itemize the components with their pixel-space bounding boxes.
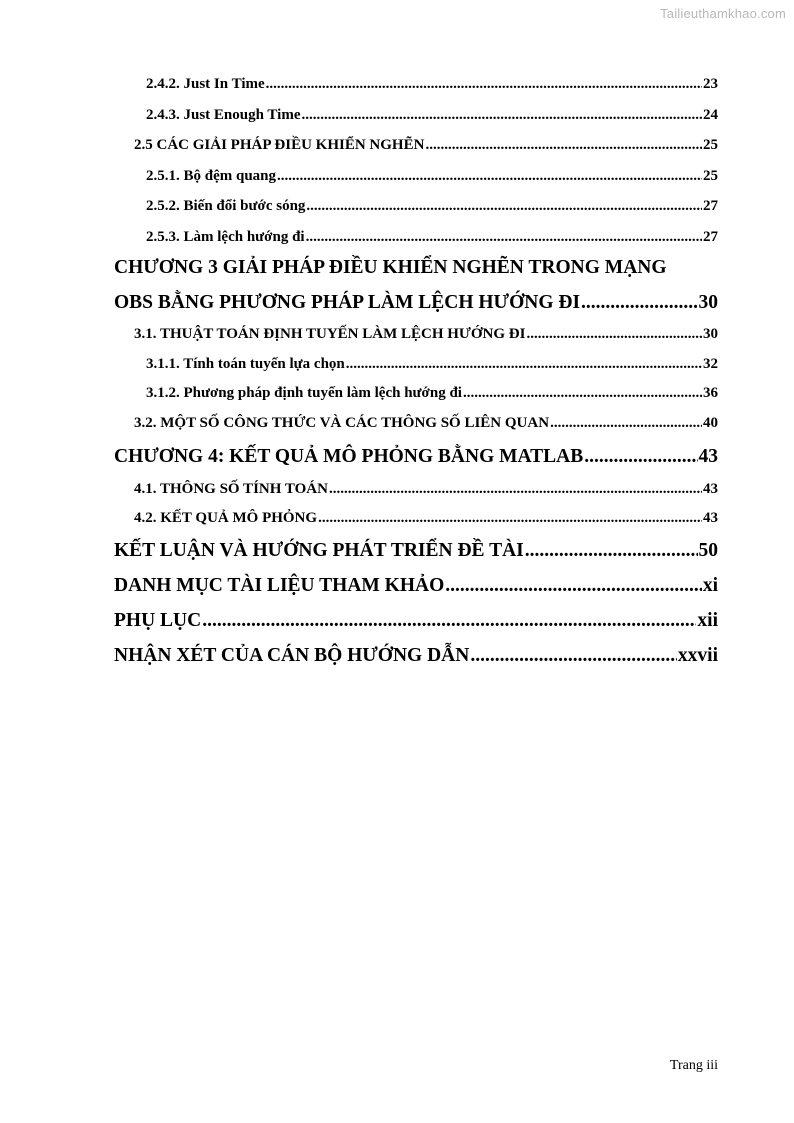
dot-leader	[584, 446, 697, 468]
toc-entry-3-2[interactable]	[134, 415, 718, 432]
toc-chapter-3-line1[interactable]: CHƯƠNG 3 GIẢI PHÁP ĐIỀU KHIỂN NGHẼN TRONG MẠNG	[114, 257, 667, 278]
dot-leader	[318, 510, 702, 527]
dot-leader	[302, 107, 703, 124]
toc-entry-title: 2.4.2. Just In Time	[146, 76, 265, 92]
toc-chapter-3[interactable]	[114, 292, 718, 314]
page-number: Trang iii	[669, 1058, 718, 1073]
dot-leader	[525, 540, 698, 562]
toc-entry-page: 43	[703, 510, 718, 526]
dot-leader	[346, 356, 702, 373]
toc-entry-page: 32	[703, 356, 718, 372]
toc-entry-title: 4.2. KẾT QUẢ MÔ PHỎNG	[134, 510, 318, 526]
toc-entry-title: 2.4.3. Just Enough Time	[146, 107, 301, 123]
dot-leader	[306, 198, 702, 215]
toc-entry-2-5-3[interactable]	[146, 229, 718, 246]
toc-entry-title: CHƯƠNG 4: KẾT QUẢ MÔ PHỎNG BẰNG MATLAB	[114, 446, 584, 467]
toc-entry-page: 50	[698, 540, 718, 561]
toc-chapter-4[interactable]	[114, 446, 718, 468]
toc-entry-2-5-1[interactable]	[146, 168, 718, 185]
dot-leader	[425, 137, 702, 154]
dot-leader	[445, 575, 702, 597]
toc-appendix[interactable]	[114, 610, 718, 632]
dot-leader	[202, 610, 696, 632]
toc-entry-3-1-1[interactable]	[146, 356, 718, 373]
dot-leader	[470, 645, 677, 667]
dot-leader	[306, 229, 702, 246]
toc-entry-3-1[interactable]	[134, 326, 718, 343]
toc-advisor-review[interactable]	[114, 645, 718, 667]
toc-entry-title: 2.5.3. Làm lệch hướng đi	[146, 229, 305, 245]
toc-entry-title: 3.1. THUẬT TOÁN ĐỊNH TUYẾN LÀM LỆCH HƯỚNG ĐI	[134, 326, 526, 342]
toc-entry-page: 43	[703, 481, 718, 497]
toc-entry-page: 23	[703, 76, 718, 92]
toc-entry-4-1[interactable]	[134, 481, 718, 498]
toc-entry-title: 3.1.1. Tính toán tuyến lựa chọn	[146, 356, 345, 372]
toc-entry-title: 2.5.1. Bộ đệm quang	[146, 168, 277, 184]
toc-entry-page: 30	[698, 292, 718, 313]
toc-entry-title: PHỤ LỤC	[114, 610, 202, 631]
dot-leader	[329, 481, 702, 498]
toc-entry-title: 3.2. MỘT SỐ CÔNG THỨC VÀ CÁC THÔNG SỐ LIÊN QUAN	[134, 415, 550, 431]
dot-leader	[550, 415, 702, 432]
toc-conclusion[interactable]	[114, 540, 718, 562]
toc-references[interactable]	[114, 575, 718, 597]
dot-leader	[277, 168, 702, 185]
toc-entry-2-5-2[interactable]	[146, 198, 718, 215]
toc-entry-page: 24	[703, 107, 718, 123]
dot-leader	[581, 292, 697, 314]
toc-entry-2-4-3[interactable]	[146, 107, 718, 124]
watermark: Tailieuthamkhao.com	[660, 6, 786, 21]
toc-entry-page: 36	[703, 385, 718, 401]
toc-entry-page: 27	[703, 229, 718, 245]
toc-entry-title: OBS BẰNG PHƯƠNG PHÁP LÀM LỆCH HƯỚNG ĐI	[114, 292, 581, 313]
toc-entry-title: 2.5 CÁC GIẢI PHÁP ĐIỀU KHIỂN NGHẼN	[134, 137, 425, 153]
toc-entry-title: NHẬN XÉT CỦA CÁN BỘ HƯỚNG DẪN	[114, 645, 470, 666]
toc-entry-page: xxvii	[677, 645, 718, 666]
toc-entry-page: xii	[697, 610, 718, 631]
dot-leader	[266, 76, 702, 93]
toc-entry-page: 27	[703, 198, 718, 214]
toc-entry-page: xi	[702, 575, 718, 596]
toc-entry-page: 40	[703, 415, 718, 431]
toc-entry-2-5[interactable]	[134, 137, 718, 154]
toc-entry-4-2[interactable]	[134, 510, 718, 527]
toc-entry-title: 3.1.2. Phương pháp định tuyến làm lệch hướng đi	[146, 385, 462, 401]
toc-entry-page: 30	[703, 326, 718, 342]
dot-leader	[463, 385, 702, 402]
toc-entry-title: KẾT LUẬN VÀ HƯỚNG PHÁT TRIỂN ĐỀ TÀI	[114, 540, 524, 561]
toc-entry-page: 43	[698, 446, 718, 467]
toc-entry-title: DANH MỤC TÀI LIỆU THAM KHẢO	[114, 575, 445, 596]
toc-entry-page: 25	[703, 137, 718, 153]
toc-entry-3-1-2[interactable]	[146, 385, 718, 402]
toc-entry-page: 25	[703, 168, 718, 184]
toc-entry-title: 2.5.2. Biến đổi bước sóng	[146, 198, 306, 214]
toc-entry-2-4-2[interactable]	[146, 76, 718, 93]
toc-entry-title: 4.1. THÔNG SỐ TÍNH TOÁN	[134, 481, 328, 497]
dot-leader	[526, 326, 702, 343]
